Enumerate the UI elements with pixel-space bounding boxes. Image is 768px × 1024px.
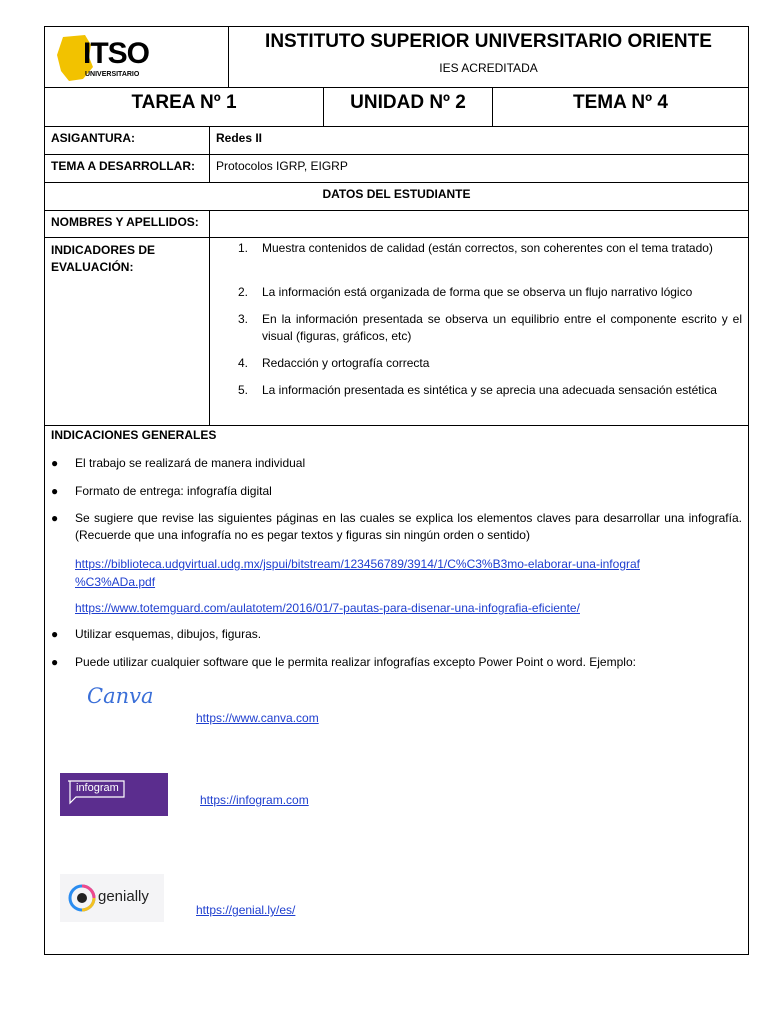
topic-cell [492,87,749,127]
general-instructions [44,425,749,955]
bullet-individual-text: El trabajo se realizará de manera individual [75,456,306,470]
indicators-label [44,237,210,426]
student-data-title: DATOS DEL ESTUDIANTE [44,182,749,211]
indicators-list [209,237,749,426]
accreditation-text: IES ACREDITADA [439,61,538,75]
infogram-link[interactable]: https://infogram.com [200,793,309,807]
canva-link[interactable]: https://www.canva.com [196,711,319,725]
subject-label: ASIGANTURA: [44,126,210,155]
resource-link-1-line2[interactable]: %C3%ADa.pdf [75,575,156,589]
names-label: NOMBRES Y APELLIDOS: [44,210,210,238]
indicator-2-text: La información está organizada de forma que se observa un flujo narrativo lógico [262,285,693,299]
logo-subtext: UNIVERSITARIO [85,71,140,78]
resource-link-1-line1[interactable]: https://biblioteca.udgvirtual.udg.mx/jspui/bitstream/123456789/3914/1/C%C3%B3mo-elaborar-una-infograf [75,557,640,571]
bullet-schemes-text: Utilizar esquemas, dibujos, figuras. [75,627,262,641]
topic-number: TEMA Nº 4 [573,92,668,113]
canva-logo [87,684,157,714]
unit-number: UNIDAD Nº 2 [350,92,466,113]
indicator-1-text: Muestra contenidos de calidad (están correctos, son coherentes con el tema tratado) [262,241,713,255]
genially-icon [68,884,96,912]
indicator-4-number: 4. [238,356,249,370]
bullet-dot: ● [51,627,59,641]
resource-link-2[interactable] [75,599,735,617]
task-cell [44,87,324,127]
topic-value: Protocolos IGRP, EIGRP [209,154,749,183]
genially-logo [60,874,164,922]
task-number: TAREA Nº 1 [131,92,237,113]
indicator-5-text: La información presentada es sintética y se aprecia una adecuada sensación estética [262,383,717,397]
bullet-software-text: Puede utilizar cualquier software que le permita realizar infografías excepto Power Point o word. Ejemplo: [75,655,636,669]
subject-value: Redes II [209,126,749,155]
indicator-1-number: 1. [238,241,249,255]
genially-link[interactable]: https://genial.ly/es/ [196,903,296,917]
indicators-label-text: INDICADORES DE EVALUACIÓN: [51,243,156,274]
indicator-1 [210,240,748,274]
itso-logo [55,33,215,83]
indicator-4-text: Redacción y ortografía correcta [262,356,430,370]
canva-link-wrap[interactable] [196,709,319,727]
resource-link-1[interactable] [75,555,735,591]
bullet-dot: ● [51,456,59,470]
genially-link-wrap[interactable] [196,901,295,919]
header-logo-cell [44,26,229,88]
bullet-dot: ● [51,655,59,669]
institution-name: INSTITUTO SUPERIOR UNIVERSITARIO ORIENTE [265,31,712,52]
general-title: INDICACIONES GENERALES [51,428,217,442]
bullet-dot: ● [51,484,59,498]
logo-text: ITSO [83,37,150,70]
infogram-link-wrap[interactable] [200,791,309,809]
bullet-dot: ● [51,511,59,525]
indicator-2-number: 2. [238,285,249,299]
topic-label: TEMA A DESARROLLAR: [44,154,210,183]
header-title-cell [228,26,749,88]
indicator-3 [210,311,748,345]
infogram-logo-text: infogram [76,782,119,794]
canva-logo-text: Canva [87,684,154,708]
indicator-5 [210,382,748,416]
genially-logo-text: genially [98,888,149,905]
names-value-field[interactable] [209,210,749,238]
unit-cell [323,87,493,127]
indicator-2 [210,284,748,301]
indicator-3-number: 3. [238,312,249,326]
indicator-3-text: En la información presentada se observa un equilibrio entre el componente escrito y el visual (figuras, gráficos, etc) [262,312,742,343]
bullet-format-text: Formato de entrega: infografía digital [75,484,272,498]
resource-link-2-text[interactable]: https://www.totemguard.com/aulatotem/2016/01/7-pautas-para-disenar-una-infografia-eficiente/ [75,601,580,615]
indicator-4 [210,355,748,372]
bullet-suggest-text: Se sugiere que revise las siguientes páginas en las cuales se explica los elementos claves para desarrollar una infografía. (Recuerde que una infografía no es pegar textos y figuras sin ningún orden o sentido) [75,511,742,542]
infogram-logo [60,773,168,816]
indicator-5-number: 5. [238,383,249,397]
